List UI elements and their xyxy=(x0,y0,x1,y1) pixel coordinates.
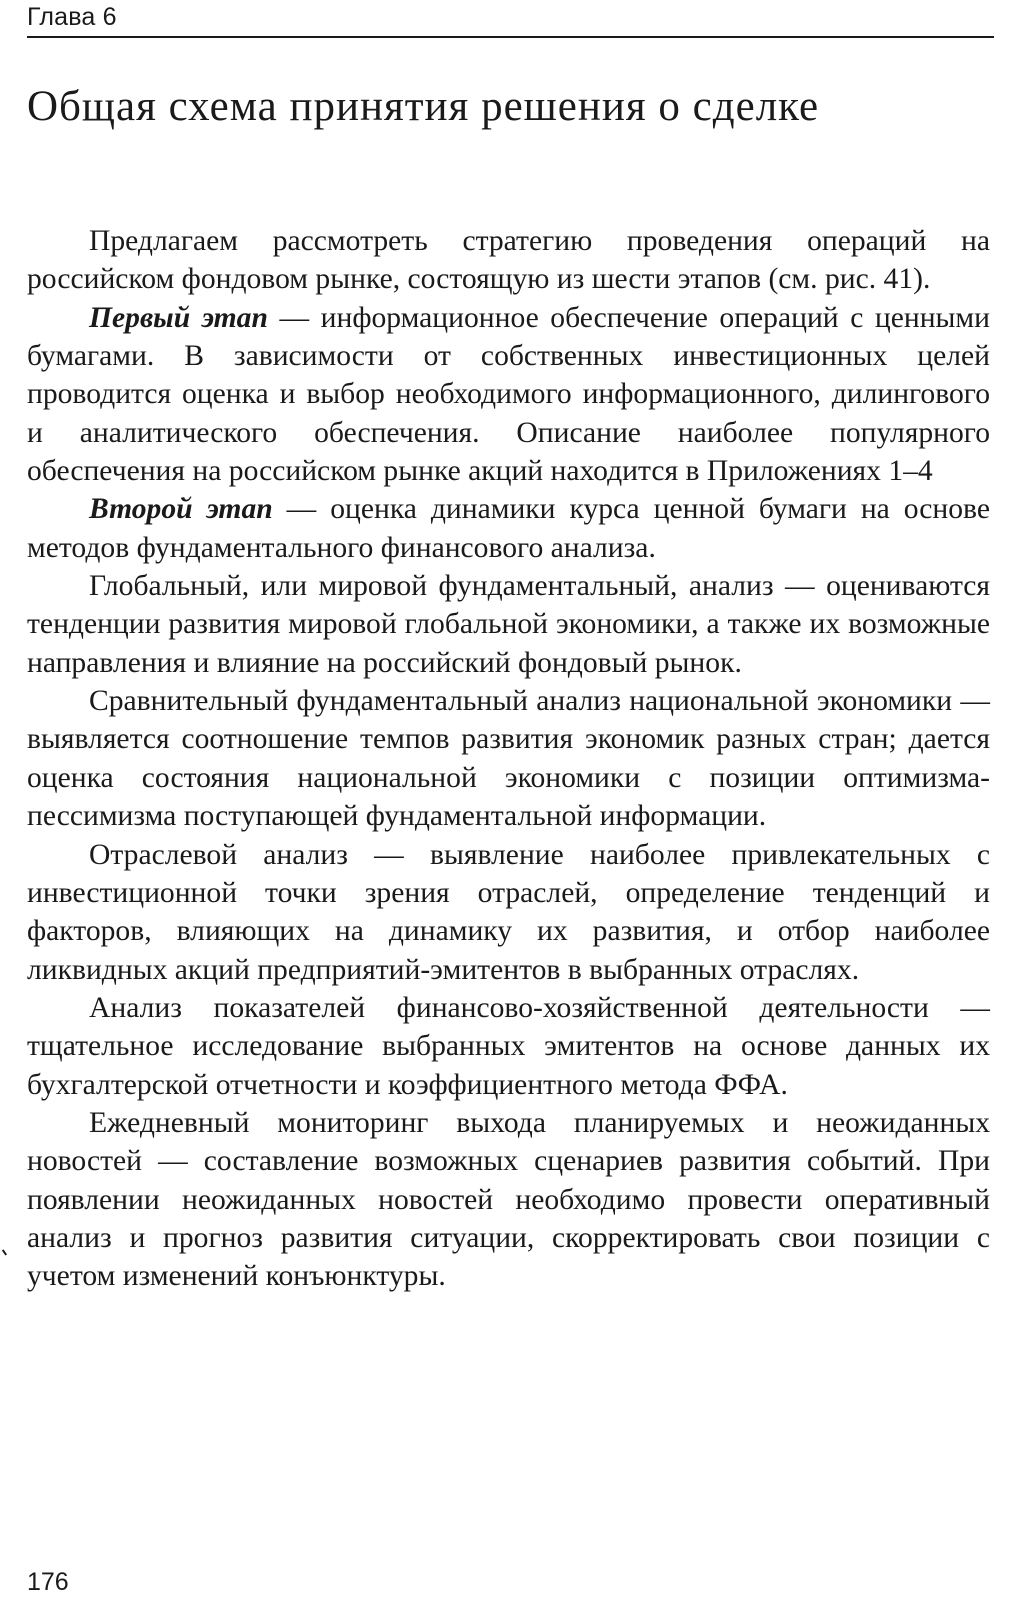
paragraph-stage-two xyxy=(27,490,990,567)
paragraph-daily-monitoring: Ежедневный мониторинг выхода планируемых и неожиданных новостей — составление возможных сценариев развития событий. При появлении неожиданных новостей необходимо провести оперативный анализ и прогноз развития ситуации, скорректировать свои позиции с учетом изменений конъюнктуры. xyxy=(27,1106,990,1293)
section-title: Общая схема принятия решения о сделке xyxy=(27,83,820,130)
stage-two-label: Второй этап xyxy=(89,493,273,526)
paragraph-financial-analysis: Анализ показателей финансово-хозяйственной деятельности — тщательное исследование выбранных эмитентов на основе данных их бухгалтерской отчетности и коэффициентного метода ФФА. xyxy=(27,991,990,1101)
margin-pen-mark xyxy=(2,1247,11,1256)
body-text xyxy=(27,222,990,1296)
paragraph-stage-one xyxy=(27,299,990,491)
paragraph-comparative-analysis: Сравнительный фундаментальный анализ национальной экономики — выявляется соотношение темпов развития экономик разных стран; дается оценка состояния национальной экономики с позиции оптимизма-пессимизма поступающей фундаментальной информации. xyxy=(27,685,990,833)
header-rule xyxy=(27,36,994,38)
chapter-running-head: Глава 6 xyxy=(27,3,117,31)
page-number: 176 xyxy=(27,1568,69,1596)
stage-two-text: — оценка динамики курса ценной бумаги на основе методов фундаментального финансового анализа. xyxy=(27,493,990,564)
stage-one-label: Первый этап xyxy=(89,301,268,334)
paragraph-intro: Предлагаем рассмотреть стратегию проведения операций на российском фондовом рынке, состоящую из шести этапов (см. рис. 41). xyxy=(27,225,990,296)
paragraph-sector-analysis: Отраслевой анализ — выявление наиболее привлекательных с инвестиционной точки зрения отраслей, определение тенденций и факторов, влияющих на динамику их развития, и отбор наиболее ликвидных акций предприятий-эмитентов в выбранных отраслях. xyxy=(27,838,990,986)
stage-one-text: — информационное обеспечение операций с ценными бумагами. В зависимости от собственных инвестиционных целей проводится оценка и выбор необходимого информационного, дилингового и аналитического обеспечения. Описание наиболее популярного обеспечения на российском рынке акций находится в Приложениях 1–4 xyxy=(27,301,990,488)
paragraph-global-analysis: Глобальный, или мировой фундаментальный, анализ — оцениваются тенденции развития мировой глобальной экономики, а также их возможные направления и влияние на российский фондовый рынок. xyxy=(27,570,990,679)
